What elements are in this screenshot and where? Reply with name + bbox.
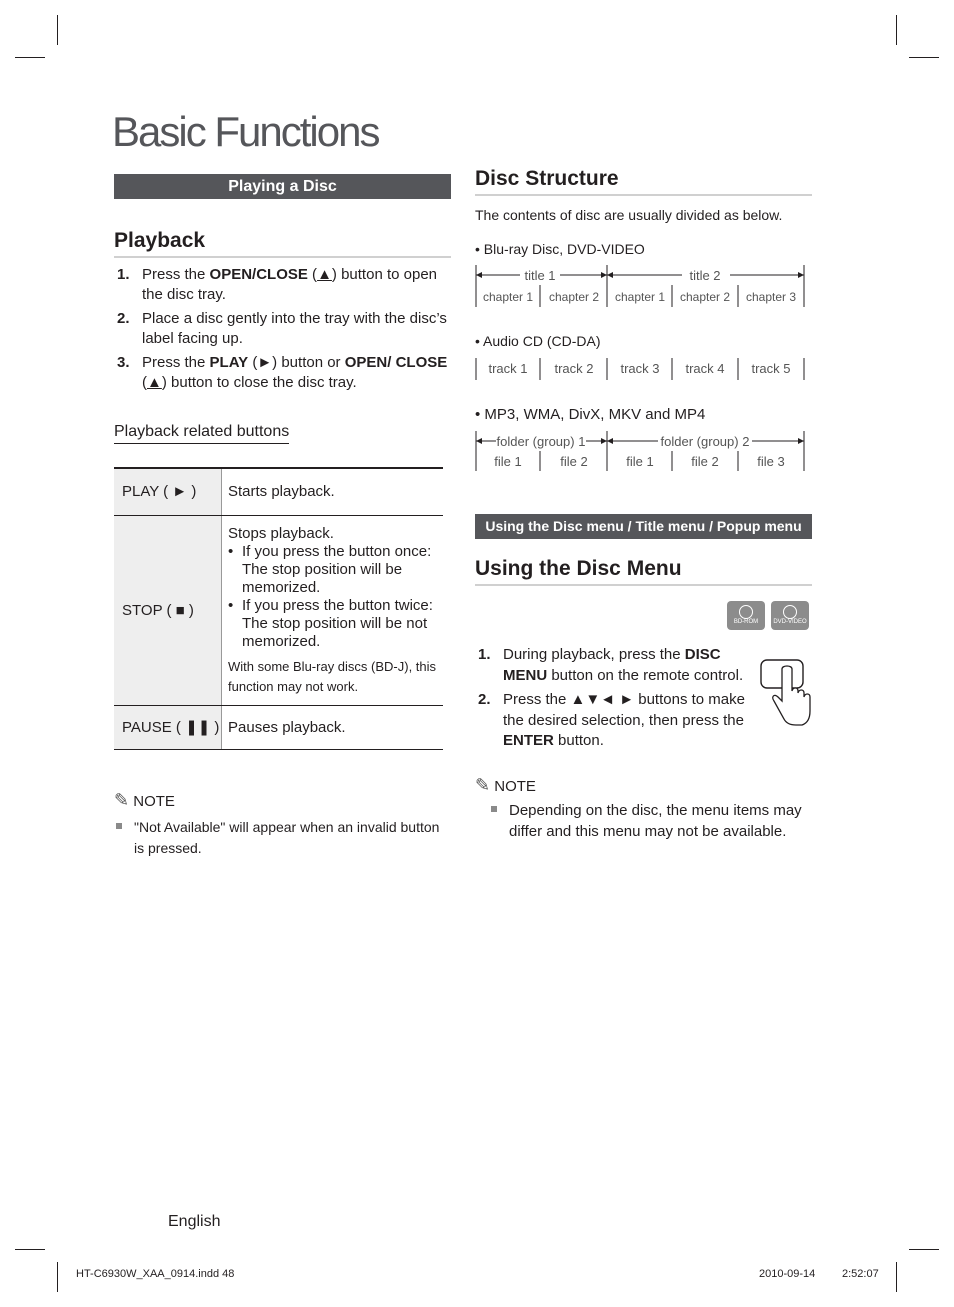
step-bold-text: OPEN/CLOSE [209,266,308,283]
chapter-label: chapter 1 [614,290,666,304]
bluray-label-row: • Blu-ray Disc, DVD-VIDEO [475,241,645,257]
table-desc: Stops playback. [228,525,334,542]
note-item [114,817,444,859]
mp3-diagram [474,429,808,473]
chapter-label: chapter 2 [679,290,731,304]
step-text: During playback, press the [503,646,685,663]
step-bold-text: ENTER [503,732,554,749]
eject-icon: ▲ [317,266,332,283]
chapter-label: chapter 2 [548,290,600,304]
table-desc-cell [222,515,444,705]
folder-label: folder (group) 1 [496,434,586,449]
step-item [114,309,449,349]
section-bar-playing-disc: Playing a Disc [114,174,451,199]
list-item: • If you press the button once: The stop position will be memorized. [228,543,442,597]
playback-heading: Playback [114,229,206,252]
crop-mark [57,1262,58,1292]
step-bold-text: OPEN/ CLOSE [344,354,448,371]
step-text: Press the ▲▼◄ ► buttons to make the desired selection, then press the [503,691,745,729]
step-text: (►) button or [248,354,345,371]
note-item [475,800,812,842]
track-label: track 1 [488,361,528,376]
step-text: ) button to close the disc tray. [161,374,357,391]
page-title: Basic Functions [112,108,379,155]
step-text: button on the remote control. [547,666,744,684]
audiocd-label-row: • Audio CD (CD-DA) [475,333,601,349]
track-label: track 2 [554,361,594,376]
badge-label: BD-ROM [733,619,759,625]
crop-mark [909,57,939,58]
pencil-icon: ✎ [475,775,491,795]
title-label: title 1 [524,268,556,283]
chapter-label: chapter 3 [745,290,797,304]
playback-section [114,229,451,258]
step-item [114,265,449,305]
title-label: title 2 [689,268,721,283]
table-note: With some Blu-ray discs (BD-J), this function may not work. [228,659,437,694]
disc-structure-section [475,167,812,196]
crop-mark [57,15,58,45]
step-bold-text: DISC MENU [503,646,721,684]
step-text: ( [307,266,318,283]
section-bar-disc-menu: Using the Disc menu / Title menu / Popup menu [475,514,812,539]
left-note [114,790,444,859]
step-bold-text: PLAY [209,354,249,371]
file-label: file 1 [494,454,522,469]
crop-mark [896,1262,897,1292]
step-number: 1. [478,646,491,663]
disc-structure-intro: The contents of disc are usually divided as below. [475,207,783,223]
table-row [114,705,443,749]
list-item: • If you press the button twice: The stop position will be not memorized. [228,597,442,651]
file-label: file 1 [626,454,654,469]
step-number: 2. [117,310,130,327]
buttons-table [114,467,443,750]
related-buttons-heading: Playback related buttons [114,423,289,444]
bluray-label: Blu-ray Disc, DVD-VIDEO [483,241,645,257]
footer-date: 2010-09-14 [759,1268,816,1280]
chapter-label: chapter 1 [482,290,534,304]
folder-label: folder (group) 2 [660,434,750,449]
crop-mark [896,15,897,45]
note-heading: NOTE [133,793,175,810]
bluray-diagram [474,263,808,309]
step-text: Press the [142,354,210,371]
disc-icon [739,605,753,619]
step-item [475,690,755,752]
buttons-table-wrap [114,467,443,750]
note-heading-row [114,790,444,811]
file-label: file 2 [691,454,719,469]
heading-rule [114,256,451,258]
footer-language: English [168,1213,221,1230]
table-desc: Pauses playback. [222,705,444,749]
note-heading-row [475,775,812,796]
note-heading: NOTE [494,778,536,795]
pencil-icon: ✎ [114,790,130,810]
table-label: PAUSE ( ❚❚ ) [114,705,222,749]
mp3-label-row: • MP3, WMA, DivX, MKV and MP4 [475,406,706,423]
mp3-label: MP3, WMA, DivX, MKV and MP4 [484,406,706,423]
disc-menu-steps [475,645,755,756]
file-label: file 3 [757,454,785,469]
related-buttons-heading-wrap [114,423,289,444]
table-label: PLAY ( ► ) [114,468,222,515]
note-text: Depending on the disc, the menu items may differ and this menu may not be available. [509,802,802,840]
right-note [475,775,812,842]
table-row [114,468,443,515]
dvd-video-badge [771,601,809,630]
table-label: STOP ( ■ ) [114,515,222,705]
file-label: file 2 [560,454,588,469]
stop-bullets [228,543,442,651]
crop-mark [15,1249,45,1250]
step-number: 3. [117,354,130,371]
heading-rule [475,194,812,196]
bd-rom-badge [727,601,765,630]
square-bullet-icon [491,806,497,812]
disc-menu-heading: Using the Disc Menu [475,557,682,580]
disc-icon [783,605,797,619]
table-desc: Starts playback. [222,468,444,515]
crop-mark [15,57,45,58]
badge-label: DVD-VIDEO [773,619,807,625]
step-number: 2. [478,691,491,708]
square-bullet-icon [116,823,122,829]
audiocd-diagram [474,356,808,382]
footer-file: HT-C6930W_XAA_0914.indd 48 [76,1268,235,1280]
step-text: button. [553,732,604,749]
note-text: "Not Available" will appear when an invalid button is pressed. [134,819,440,856]
playback-steps [114,265,449,397]
step-number: 1. [117,266,130,283]
footer-time: 2:52:07 [842,1268,879,1280]
disc-structure-heading: Disc Structure [475,167,619,190]
step-item [475,645,755,686]
crop-mark [909,1249,939,1250]
track-label: track 4 [685,361,725,376]
step-item: 3. Press the PLAY (►) button or OPEN/ CLOSE (▲) button to close the disc tray. [117,354,448,391]
step-text: ) button to open the disc tray. [142,266,438,303]
audiocd-label: Audio CD (CD-DA) [483,333,601,349]
table-row [114,515,443,705]
step-text: Press the [142,266,210,283]
hand-press-icon [758,657,814,727]
disc-menu-section [475,557,812,586]
heading-rule [475,584,812,586]
track-label: track 3 [620,361,660,376]
eject-icon: ▲ [147,374,162,391]
step-text: Place a disc gently into the tray with the disc’s label facing up. [142,310,447,347]
track-label: track 5 [751,361,791,376]
